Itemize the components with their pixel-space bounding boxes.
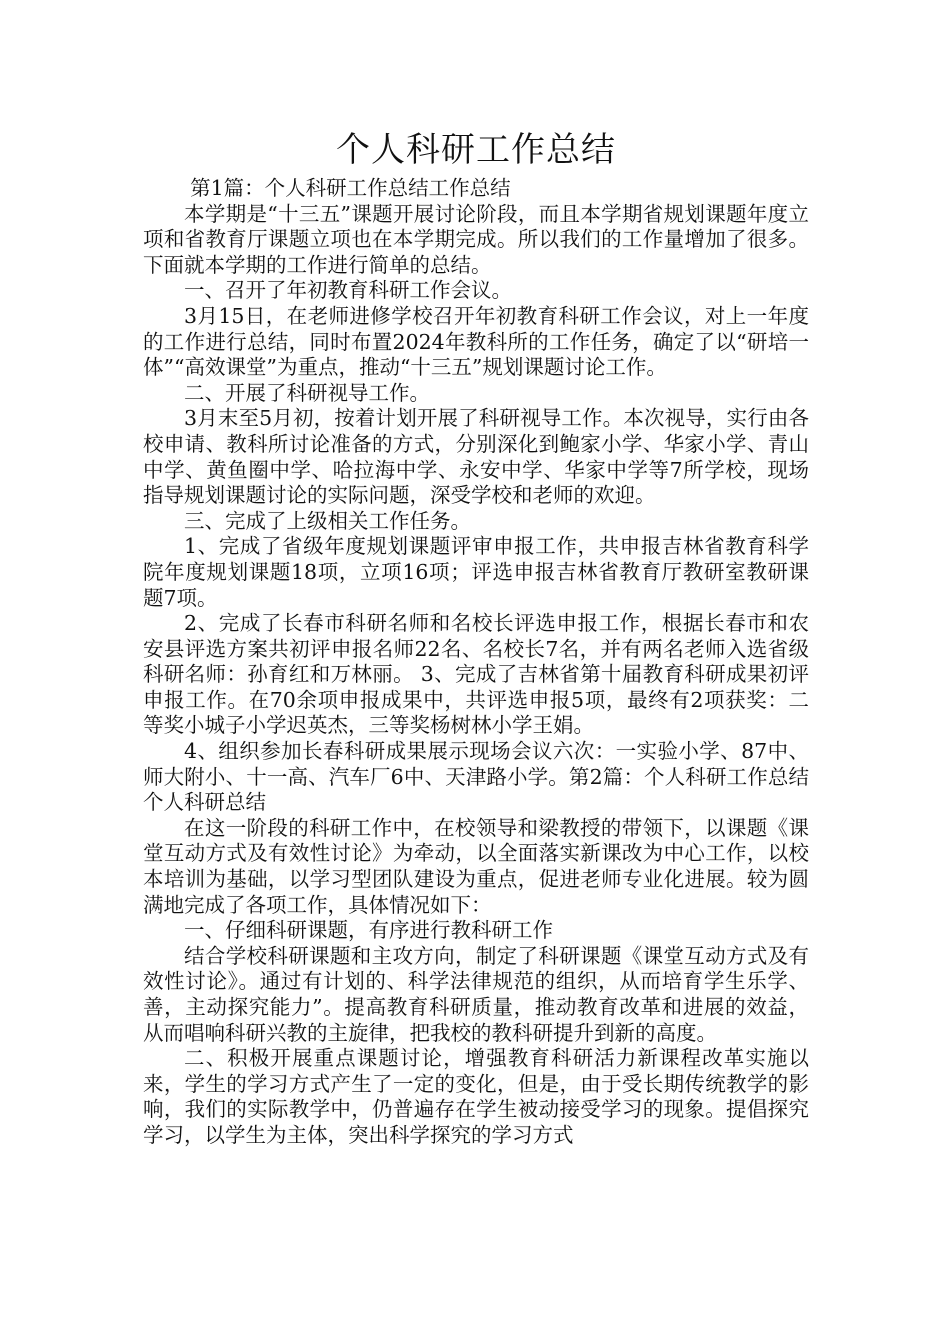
- paragraph: 4、组织参加长春科研成果展示现场会议六次：一实验小学、87中、师大附小、十一高、汽车厂6中、天津路小学。第2篇：个人科研工作总结个人科研总结: [143, 739, 809, 815]
- paragraph: 结合学校科研课题和主攻方向，制定了科研课题《课堂互动方式及有效性讨论》。通过有计划的、科学法律规范的组织，从而培育学生乐学、善，主动探究能力”。提高教育科研质量，推动教育改革和进展的效益，从而唱响科研兴教的主旋律，把我校的教科研提升到新的高度。: [143, 943, 809, 1045]
- document-title: 个人科研工作总结: [336, 130, 616, 170]
- paragraph: 二、积极开展重点课题讨论，增强教育科研活力新课程改革实施以来，学生的学习方式产生了一定的变化，但是，由于受长期传统教学的影响，我们的实际教学中，仍普遍存在学生被动接受学习的现象。提倡探究学习，以学生为主体，突出科学探究的学习方式: [143, 1046, 809, 1147]
- paragraph: 3月15日，在老师进修学校召开年初教育科研工作会议，对上一年度的工作进行总结，同时布置2024年教科所的工作任务，确定了以“研培一体”“高效课堂”为重点，推动“十三五”规划课题讨论工作。: [143, 303, 809, 380]
- paragraph: 3月末至5月初，按着计划开展了科研视导工作。本次视导，实行由各校申请、教科所讨论准备的方式，分别深化到鲍家小学、华家小学、青山中学、黄鱼圈中学、哈拉海中学、永安中学、华家中学等7所学校，现场指导规划课题讨论的实际问题，深受学校和老师的欢迎。: [143, 406, 809, 508]
- paragraph: 本学期是“十三五”课题开展讨论阶段，而且本学期省规划课题年度立项和省教育厅课题立项也在本学期完成。所以我们的工作量增加了很多。下面就本学期的工作进行简单的总结。: [143, 201, 809, 277]
- paragraph: 一、仔细科研课题，有序进行教科研工作: [184, 918, 553, 943]
- paragraph: 三、完成了上级相关工作任务。: [184, 508, 471, 533]
- paragraph: 2、完成了长春市科研名师和名校长评选申报工作，根据长春市和农安县评选方案共初评申报名师22名、名校长7名，并有两名老师入选省级科研名师：孙育红和万林丽。 3、完成了吉林省第十届教育科研成果初评申报工作。在70余项申报成果中，共评选申报5项，最终有2项获奖：二等奖小城子小学迟英杰，三等奖杨树林小学王娟。: [143, 611, 809, 738]
- document-page: [143, 128, 809, 1149]
- paragraph: 在这一阶段的科研工作中，在校领导和梁教授的带领下，以课题《课堂互动方式及有效性讨论》为牵动，以全面落实新课改为中心工作，以校本培训为基础，以学习型团队建设为重点，促进老师专业化进展。较为圆满地完成了各项工作，具体情况如下：: [143, 815, 809, 917]
- paragraph-chapter-1-heading: 第1篇：个人科研工作总结工作总结: [190, 176, 511, 200]
- paragraph: 1、完成了省级年度规划课题评审申报工作，共申报吉林省教育科学院年度规划课题18项，立项16项；评选申报吉林省教育厅教研室教研课题7项。: [143, 534, 809, 610]
- document-body: [143, 176, 809, 1149]
- paragraph: 一、召开了年初教育科研工作会议。: [184, 278, 512, 303]
- paragraph: 二、开展了科研视导工作。: [184, 380, 430, 405]
